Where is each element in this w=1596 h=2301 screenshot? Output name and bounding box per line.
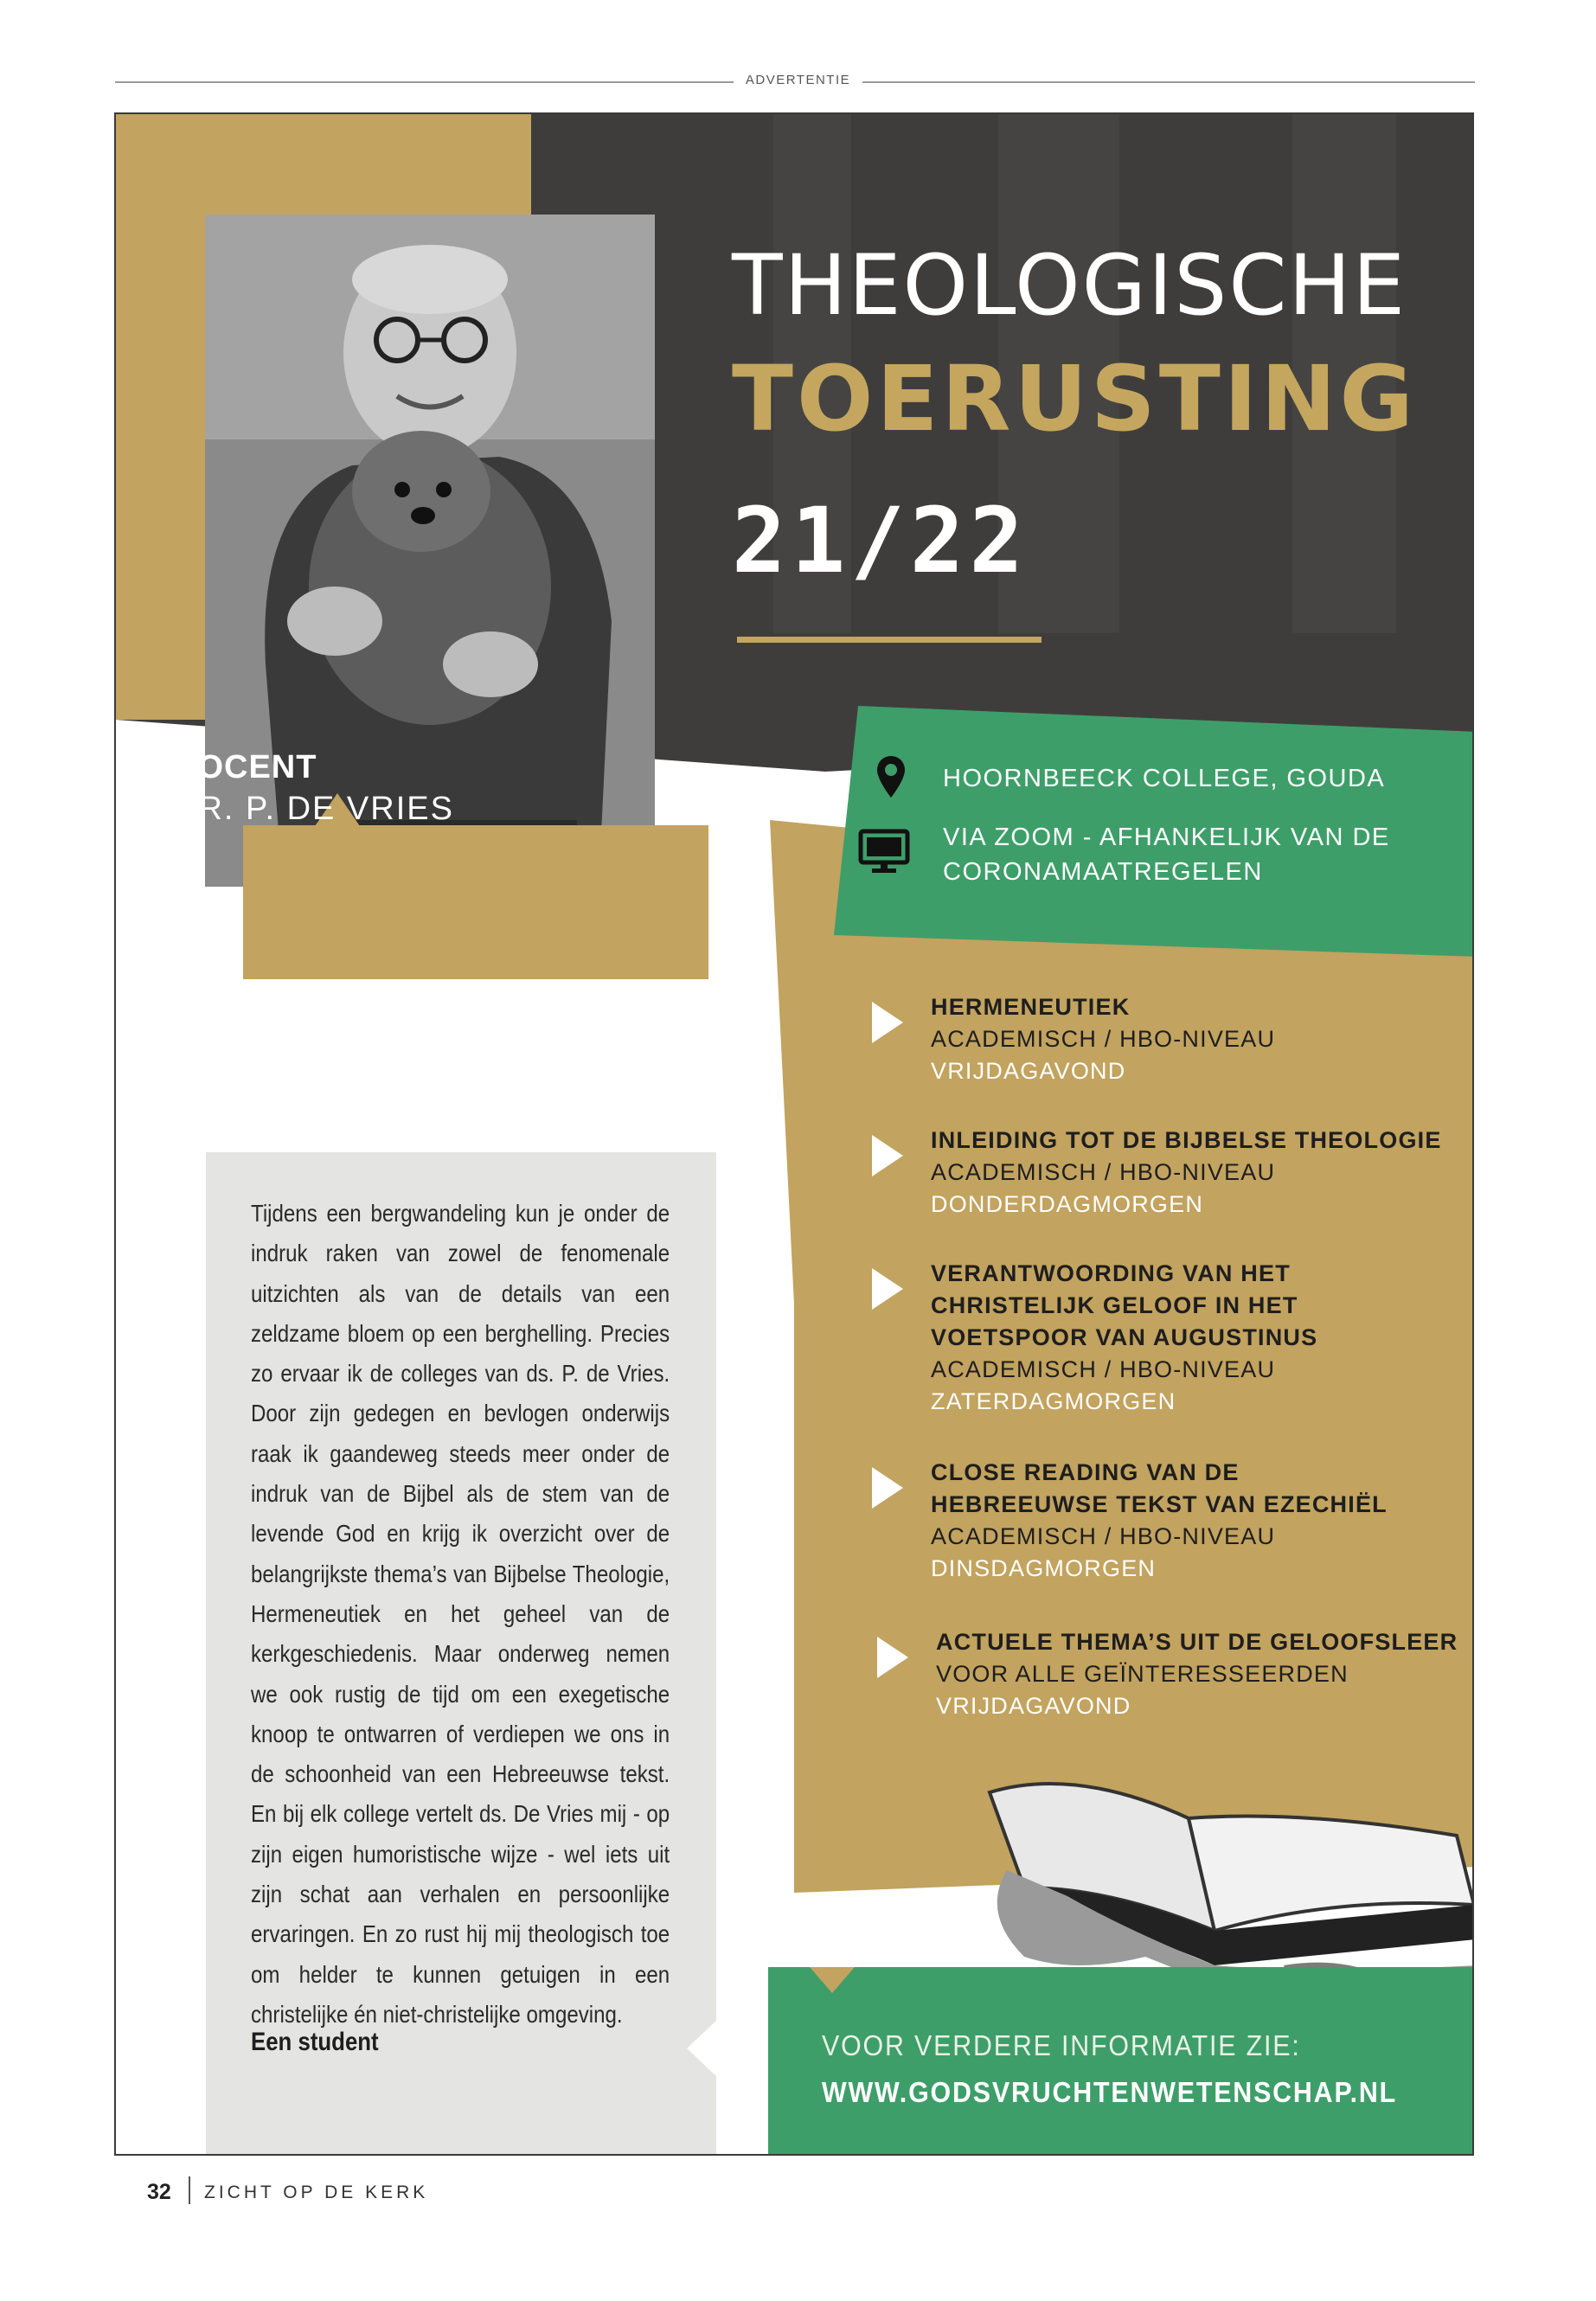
play-arrow-icon [872,1268,903,1310]
magazine-name: ZICHT OP DE KERK [204,2182,429,2202]
course-title: CLOSE READING VAN DE [931,1459,1240,1485]
course-day: DONDERDAGMORGEN [931,1191,1204,1217]
docent-caption-box [243,825,708,979]
play-arrow-icon [872,1467,903,1509]
info-box-notch [810,1967,855,1993]
monitor-icon [858,829,910,879]
page-number: 32 [147,2180,171,2204]
headline-line1: THEOLOGISCHE [732,237,1407,334]
play-arrow-icon [872,1002,903,1043]
course-day: ZATERDAGMORGEN [931,1388,1176,1414]
course-day: DINSDAGMORGEN [931,1555,1157,1581]
course-level: ACADEMISCH / HBO-NIVEAU [931,1026,1276,1052]
course-level: ACADEMISCH / HBO-NIVEAU [931,1356,1276,1382]
play-arrow-icon [872,1135,903,1176]
advertisement-frame [114,112,1474,2156]
website-link[interactable]: WWW.GODSVRUCHTENWETENSCHAP.NL [822,2076,1398,2108]
course-level: ACADEMISCH / HBO-NIVEAU [931,1159,1276,1185]
location-pin-icon [875,754,907,803]
course-title: VOETSPOOR VAN AUGUSTINUS [931,1324,1318,1350]
recommendation-author: Een student [251,2028,379,2056]
course-level: ACADEMISCH / HBO-NIVEAU [931,1523,1276,1549]
docent-title: DOCENT [173,749,317,785]
zoom-text: VIA ZOOM - AFHANKELIJK VAN DE [943,824,1390,851]
course-title: HEBREEUWSE TEKST VAN EZECHIËL [931,1491,1388,1517]
course-title: CHRISTELIJK GELOOF IN HET [931,1292,1298,1318]
course-day: VRIJDAGAVOND [931,1058,1126,1084]
info-text: VOOR VERDERE INFORMATIE ZIE: [822,2029,1301,2061]
course-title: HERMENEUTIEK [931,994,1131,1020]
footer-divider [189,2176,190,2204]
headline-line2: TOERUSTING [732,346,1417,452]
recommendation-notch [687,2019,718,2078]
advertentie-label: ADVERTENTIE [0,71,1596,87]
course-title: INLEIDING TOT DE BIJBELSE THEOLOGIE [931,1127,1442,1153]
play-arrow-icon [877,1637,908,1678]
course-day: VRIJDAGAVOND [936,1693,1131,1719]
course-title: VERANTWOORDING VAN HET [931,1260,1291,1286]
zoom-text-continued: CORONAMAATREGELEN [943,858,1263,886]
docent-name: DR. P. DE VRIES [173,791,454,827]
course-level: VOOR ALLE GEÏNTERESSEERDEN [936,1661,1349,1687]
headline-underline [737,637,1042,643]
headline-year: 21/22 [732,488,1029,593]
course-title: ACTUELE THEMA’S UIT DE GELOOFSLEER [936,1629,1458,1655]
location-text: HOORNBEECK COLLEGE, GOUDA [943,765,1386,792]
recommendation-heading: AANBEVELING [244,1090,733,1154]
recommendation-text: Tijdens een bergwandeling kun je onder de indruk raken van zowel de fenomenale uitzichten als van de details van een zeldzame bloem op een berghelling. Precies zo ervaar ik de colleges van ds. P. de Vries. Door zijn gedegen en bevlogen onderwijs raak ik gaandeweg steeds meer onder de indruk van de Bijbel als de stem van de levende God en krijg ik overzicht over de belangrijkste thema’s van Bijbelse Theologie, Hermeneutiek en het geheel van de kerkgeschiedenis. Maar onderweg nemen we ook rustig de tijd om een exegetische knoop te ontwarren of verdiepen we ons in de schoonheid van een Hebreeuwse tekst. En bij elk college vertelt ds. De Vries mij - op zijn eigen humoristische wijze - wel iets uit zijn schat aan verhalen en persoonlijke ervaringen. En zo rust hij mij theologisch toe om helder te kunnen getuigen in een christelijke én niet-christelijke omgeving. [251,1200,670,2028]
